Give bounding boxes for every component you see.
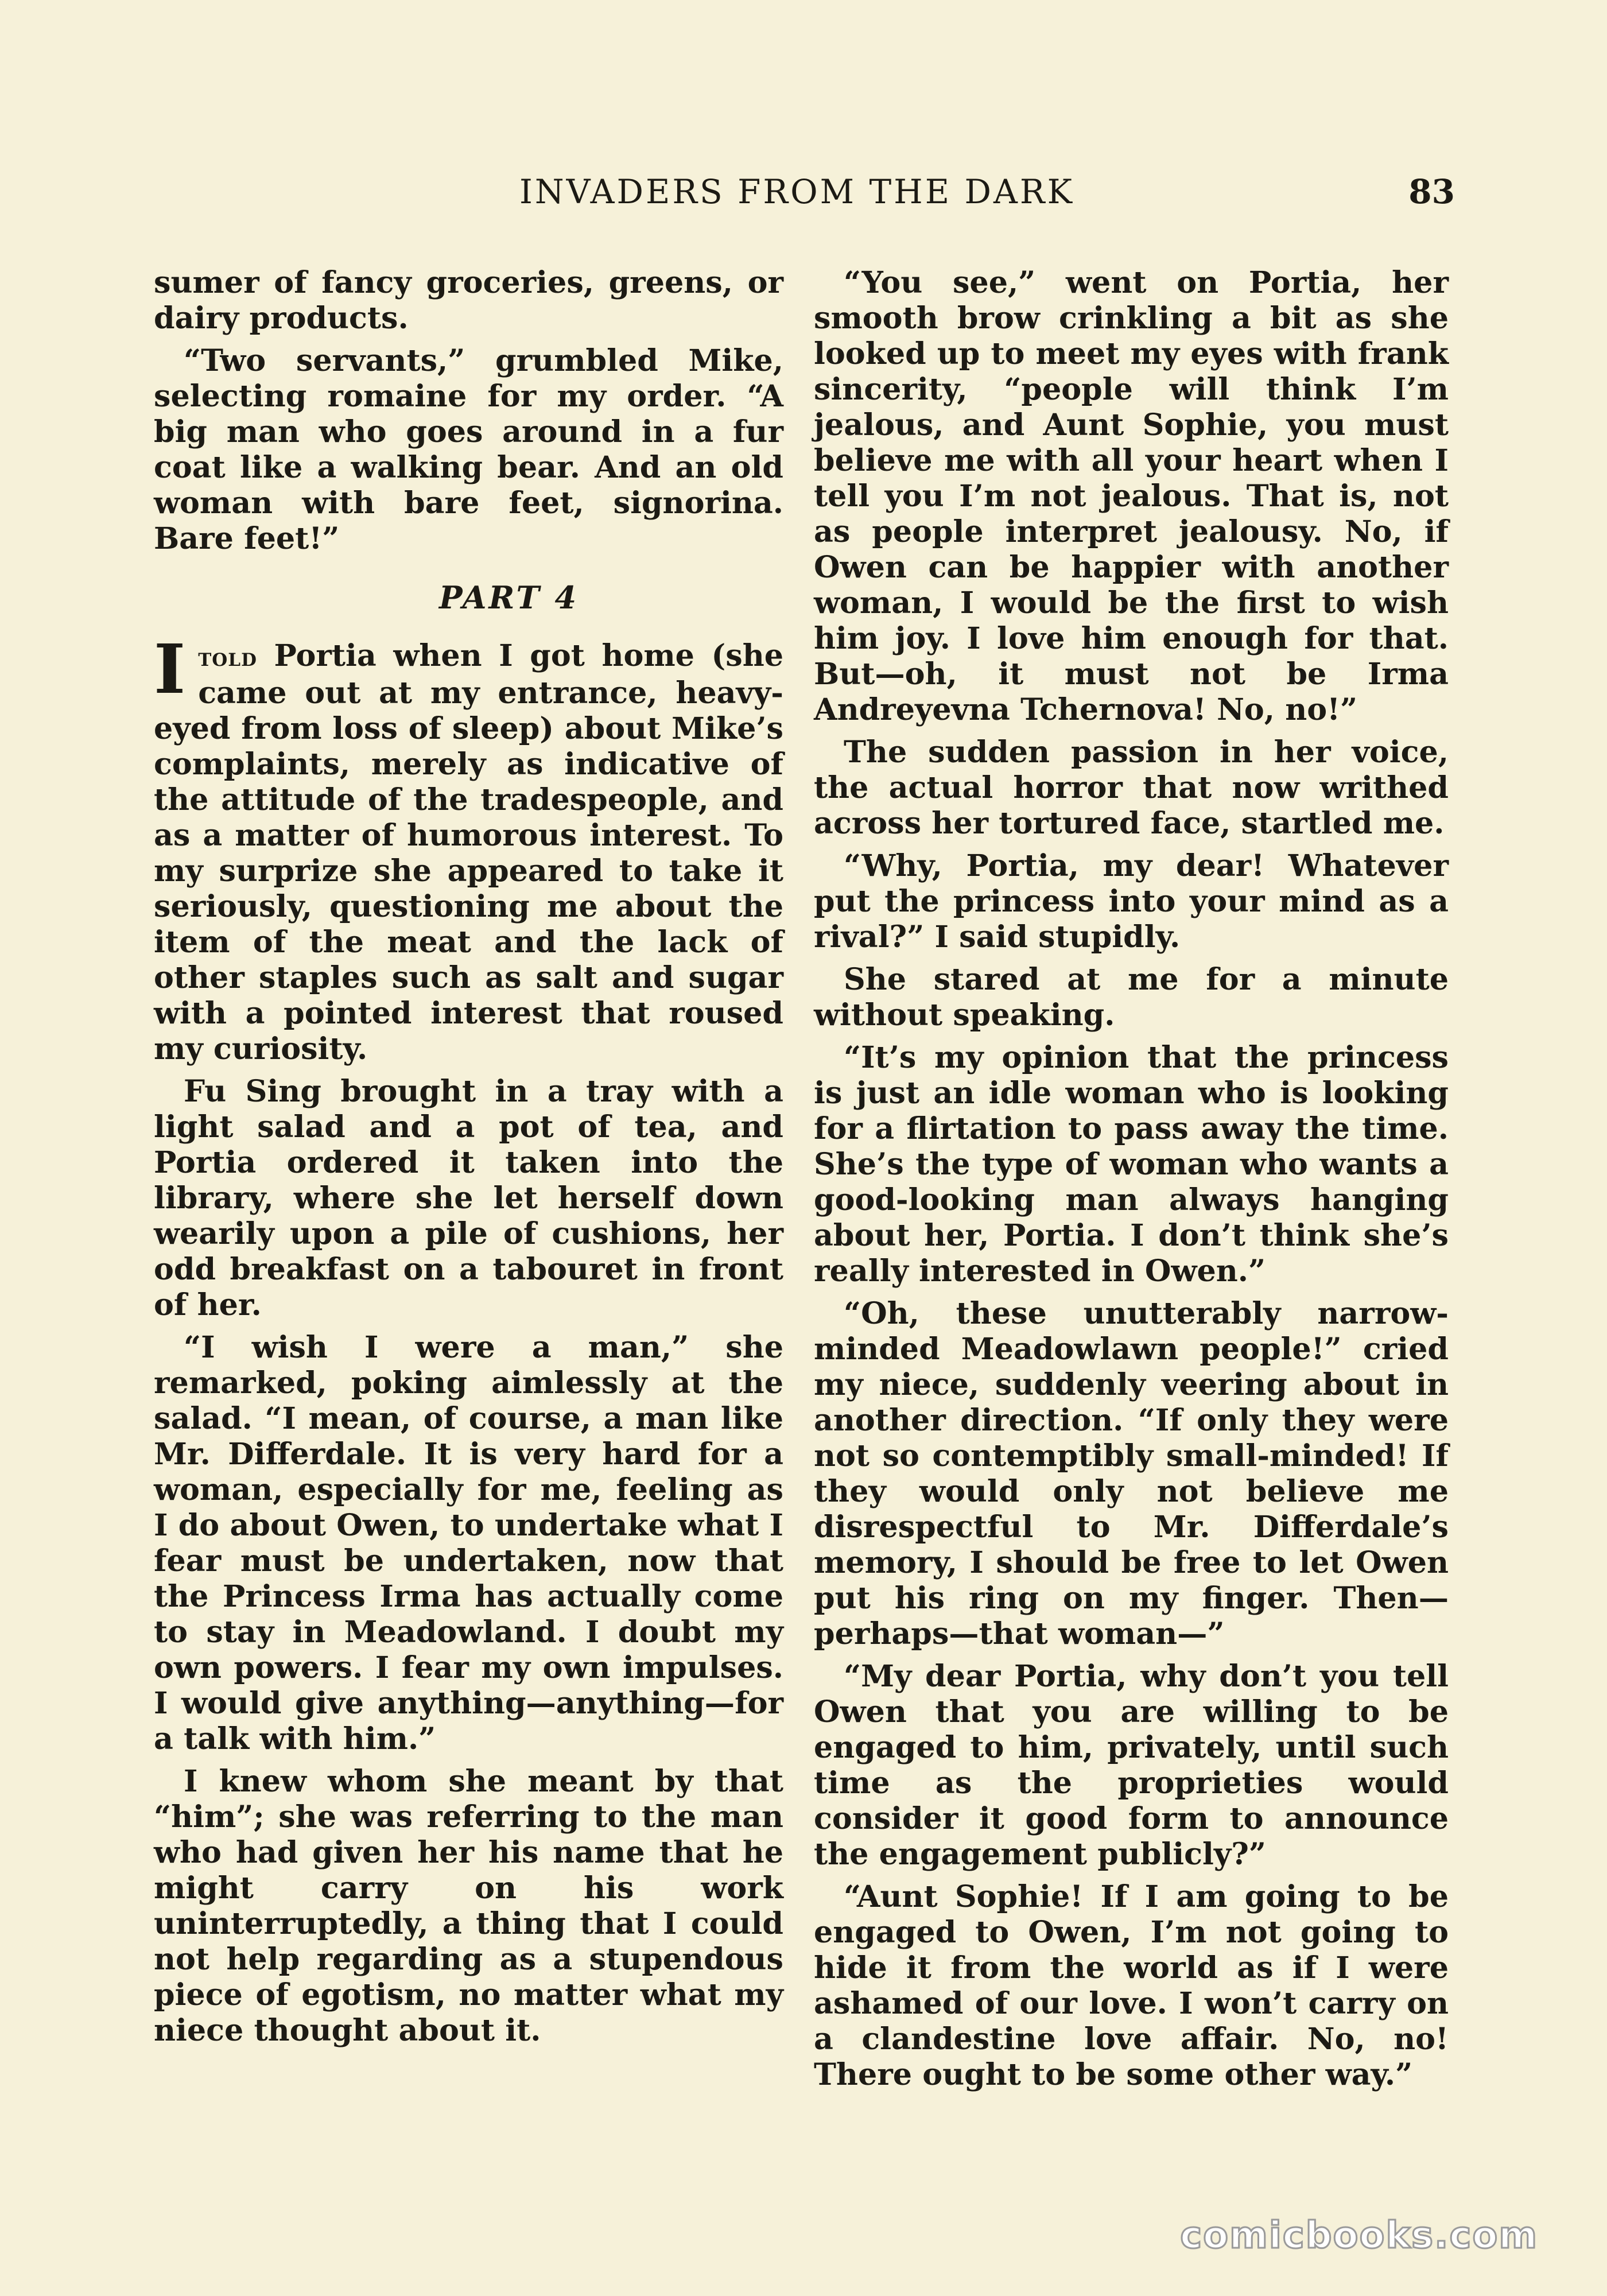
- small-caps-lead: told: [198, 643, 257, 672]
- running-header: [166, 172, 1455, 224]
- paragraph-with-dropcap: [154, 629, 783, 1067]
- paragraph: “It’s my opinion that the princess is just an idle woman who is looking for a flirtation to pass away the time. She’s the type of woman who wants a good-looking man always hanging about her, Portia. I don’t think she’s really interested in Owen.”: [814, 1040, 1449, 1289]
- paragraph: “I wish I were a man,” she remarked, poking aimlessly at the salad. “I mean, of course, a man like Mr. Differdale. It is very hard for a woman, especially for me, feeling as I do about Owen, to undertake what I fear must be undertaken, now that the Princess Irma has actually come to stay in Meadowland. I doubt my own powers. I fear my own impulses. I would give anything—anything—for a talk with him.”: [154, 1330, 783, 1756]
- paragraph-text: Portia when I got home (she came out at my entrance, heavy-eyed from loss of sleep) about Mike’s complaints, merely as indicative of the attitude of the tradespeople, and as a matter of humorous interest. To my surprize she appeared to take it seriously, questioning me about the item of the meat and the lack of other staples such as salt and sugar with a pointed interest that roused my curiosity.: [154, 638, 783, 1066]
- paragraph: I knew whom she meant by that “him”; she was referring to the man who had given her his name that he might carry on his work uninterruptedly, a thing that I could not help regarding as a stupendous piece of egotism, no matter what my niece thought about it.: [154, 1764, 783, 2048]
- paragraph: The sudden passion in her voice, the actual horror that now writhed across her tortured face, startled me.: [814, 735, 1449, 841]
- drop-cap: I: [154, 629, 186, 709]
- paragraph: Fu Sing brought in a tray with a light salad and a pot of tea, and Portia ordered it taken into the library, where she let herself down wearily upon a pile of cushions, her odd breakfast on a tabouret in front of her.: [154, 1074, 783, 1322]
- paragraph: “Two servants,” grumbled Mike, selecting romaine for my order. “A big man who goes around in a fur coat like a walking bear. And an old woman with bare feet, signorina. Bare feet!”: [154, 343, 783, 556]
- paragraph: “You see,” went on Portia, her smooth brow crinkling a bit as she looked up to meet my eyes with frank sincerity, “people will think I’m jealous, and Aunt Sophie, you must believe me with all your heart when I tell you I’m not jealous. That is, not as people interpret jealousy. No, if Owen can be happier with another woman, I would be the first to wish him joy. I love him enough for that. But—oh, it must not be Irma Andreyevna Tchernova! No, no!”: [814, 265, 1449, 727]
- page-number: 83: [1408, 172, 1455, 211]
- right-column: [814, 265, 1449, 2100]
- running-title: INVADERS FROM THE DARK: [519, 172, 1074, 211]
- paragraph: “Why, Portia, my dear! Whatever put the princess into your mind as a rival?” I said stupidly.: [814, 848, 1449, 955]
- paragraph: sumer of fancy groceries, greens, or dairy products.: [154, 265, 783, 336]
- left-column: [154, 265, 783, 2055]
- paragraph: “Oh, these unutterably narrow-minded Meadowlawn people!” cried my niece, suddenly veering about in another direction. “If only they were not so contemptibly small-minded! If they would only not believe me disrespectful to Mr. Differdale’s memory, I should be free to let Owen put his ring on my finger. Then—perhaps—that woman—”: [814, 1296, 1449, 1651]
- source-watermark: comicbooks.com: [1180, 2214, 1538, 2257]
- paragraph: She stared at me for a minute without speaking.: [814, 962, 1449, 1033]
- paragraph: “My dear Portia, why don’t you tell Owen that you are willing to be engaged to him, privately, until such time as the proprieties would consider it good form to announce the engagement publicly?”: [814, 1659, 1449, 1872]
- paragraph: “Aunt Sophie! If I am going to be engaged to Owen, I’m not going to hide it from the world as if I were ashamed of our love. I won’t carry on a clandestine love affair. No, no! There ought to be some other way.”: [814, 1879, 1449, 2092]
- part-heading: PART 4: [438, 579, 579, 616]
